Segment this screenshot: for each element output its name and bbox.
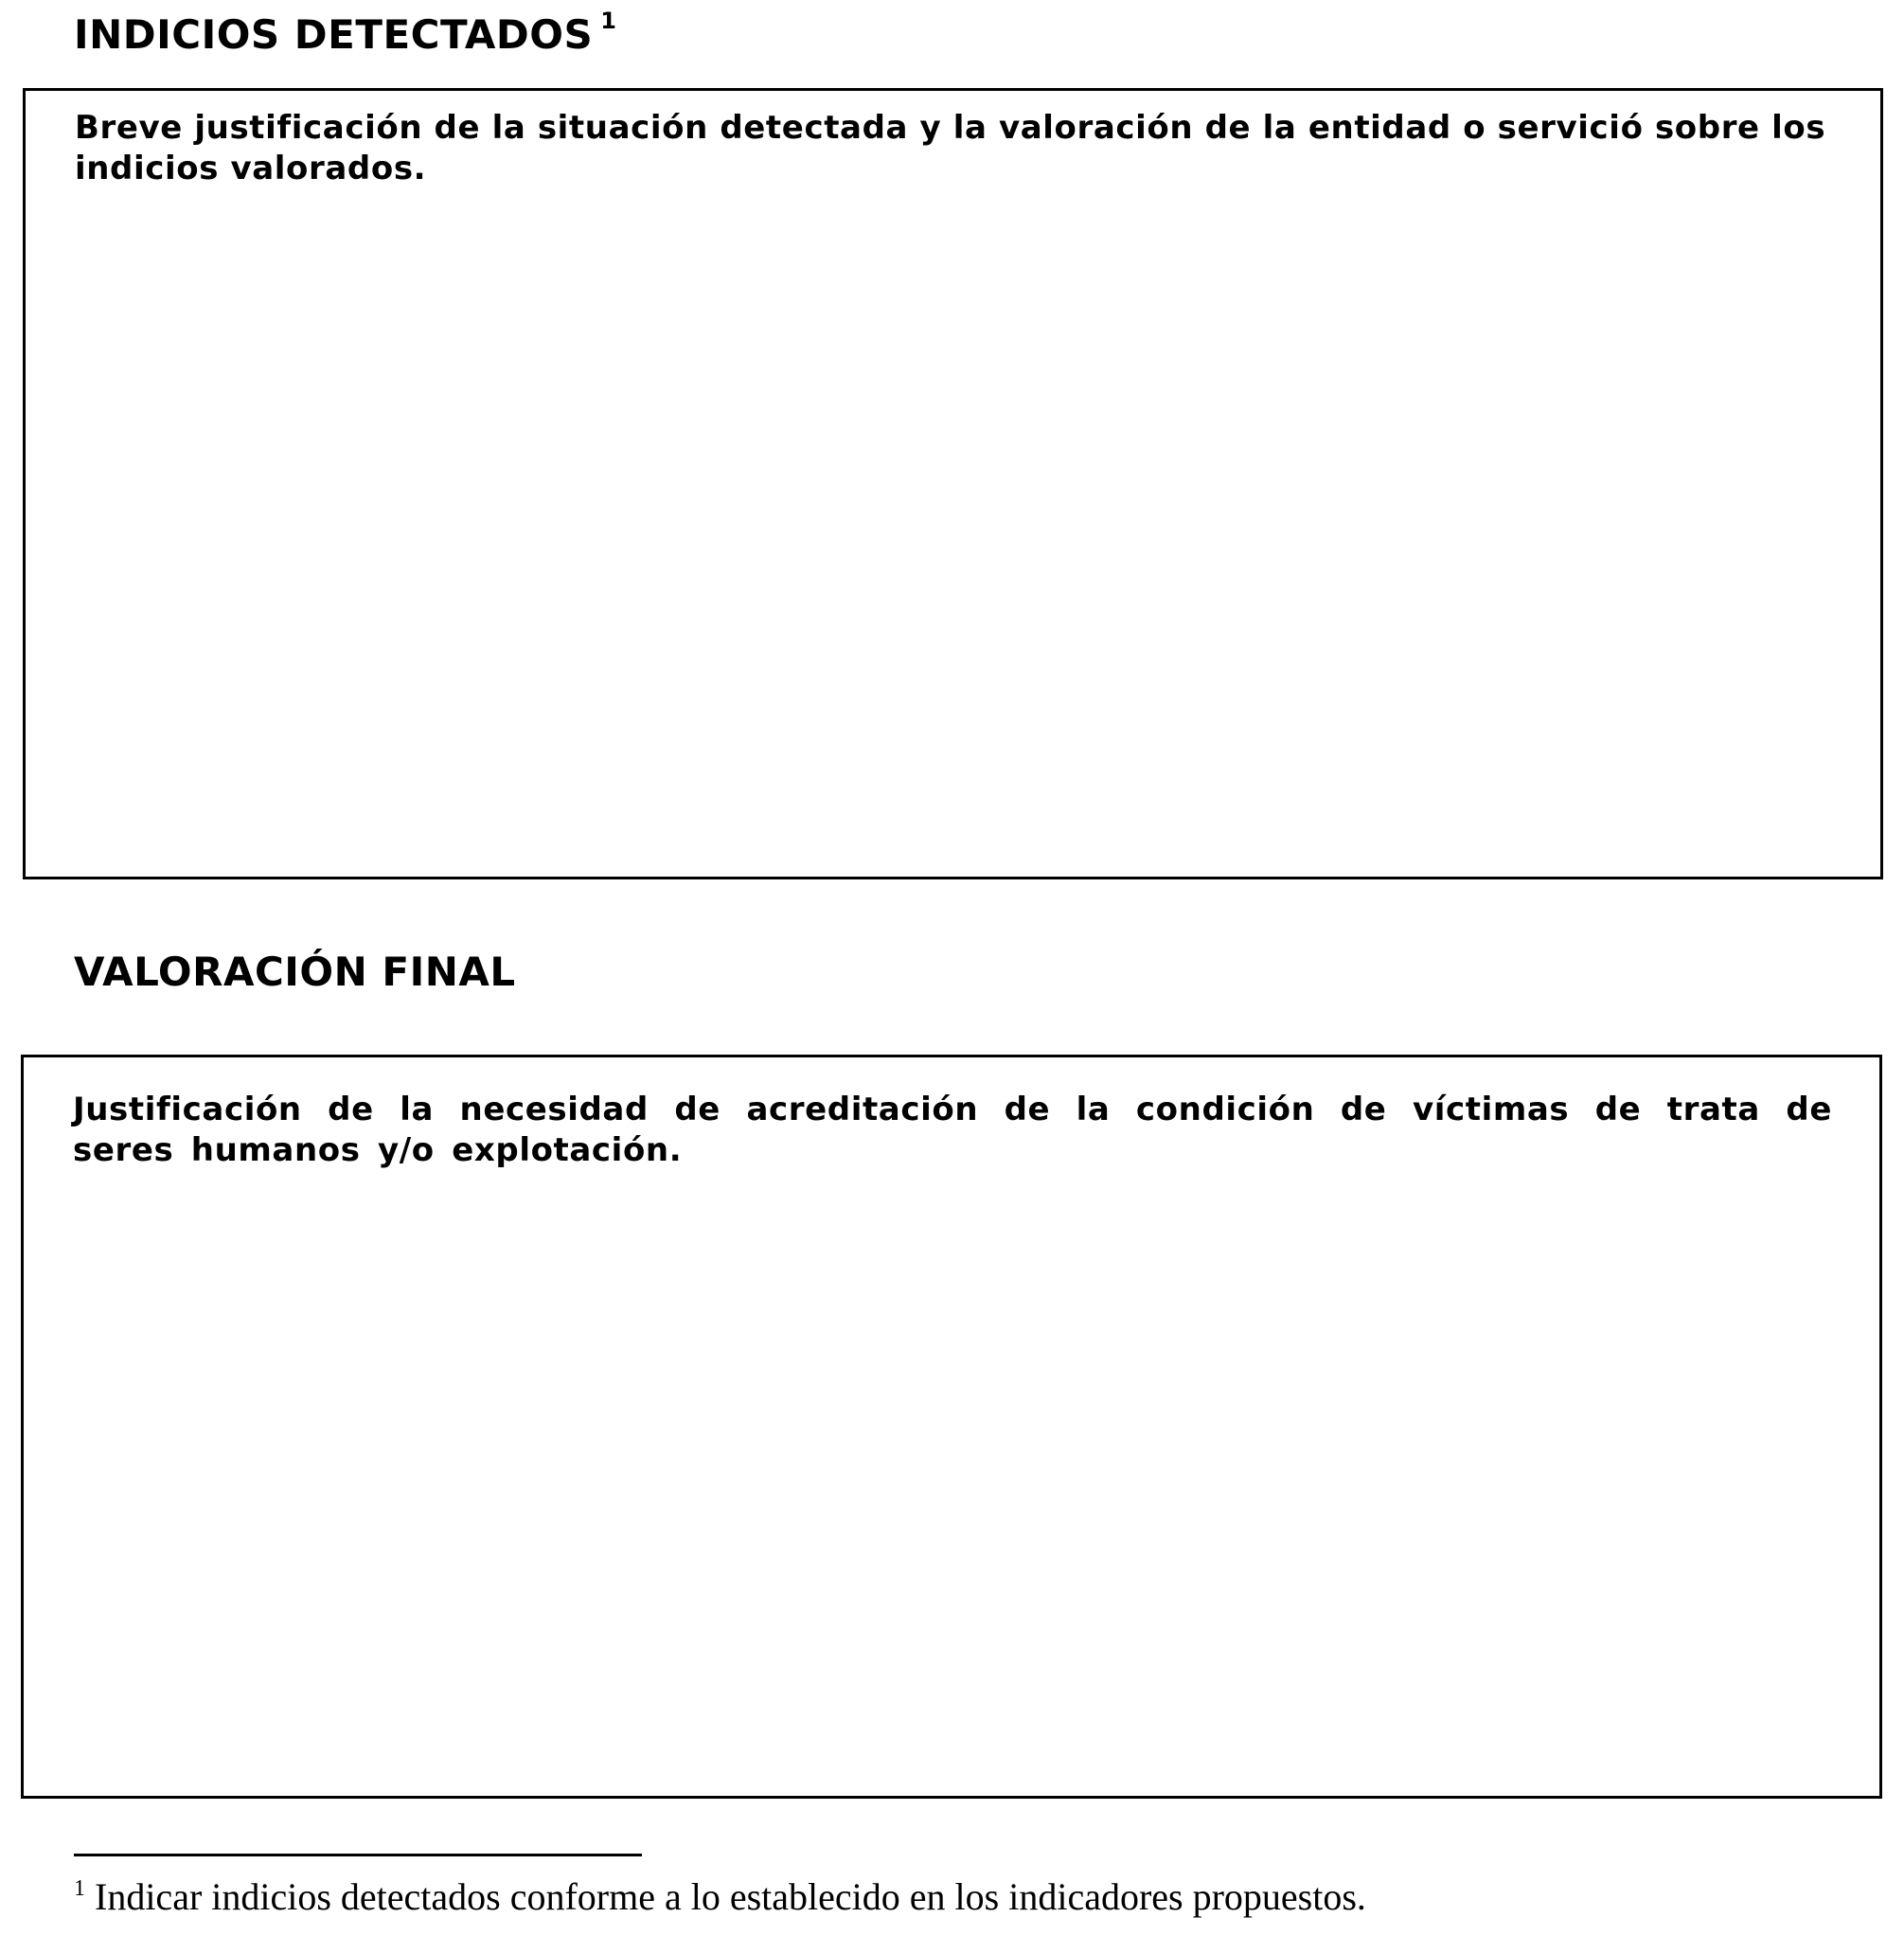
- footnote: [74, 1876, 1366, 1918]
- indicios-box-prompt: Breve justificación de la situación detectada y la valoración de la entidad o servició sobre los indicios valorados.: [75, 109, 1826, 187]
- footnote-reference: 1: [600, 8, 617, 34]
- section-heading-valoracion-final: VALORACIÓN FINAL: [74, 949, 516, 995]
- valoracion-final-box-prompt: Justificación de la necesidad de acreditación de la condición de víctimas de trata de seres humanos y/o explotación.: [73, 1091, 1832, 1169]
- section-heading-indicios: [74, 8, 617, 58]
- indicios-text-box[interactable]: [23, 88, 1883, 879]
- valoracion-final-text-box[interactable]: [21, 1055, 1882, 1799]
- footnote-text: Indicar indicios detectados conforme a lo establecido en los indicadores propuestos.: [95, 1875, 1366, 1918]
- footnote-marker: 1: [74, 1876, 85, 1901]
- footnote-separator: [74, 1854, 642, 1856]
- section-heading-indicios-text: INDICIOS DETECTADOS: [74, 11, 594, 58]
